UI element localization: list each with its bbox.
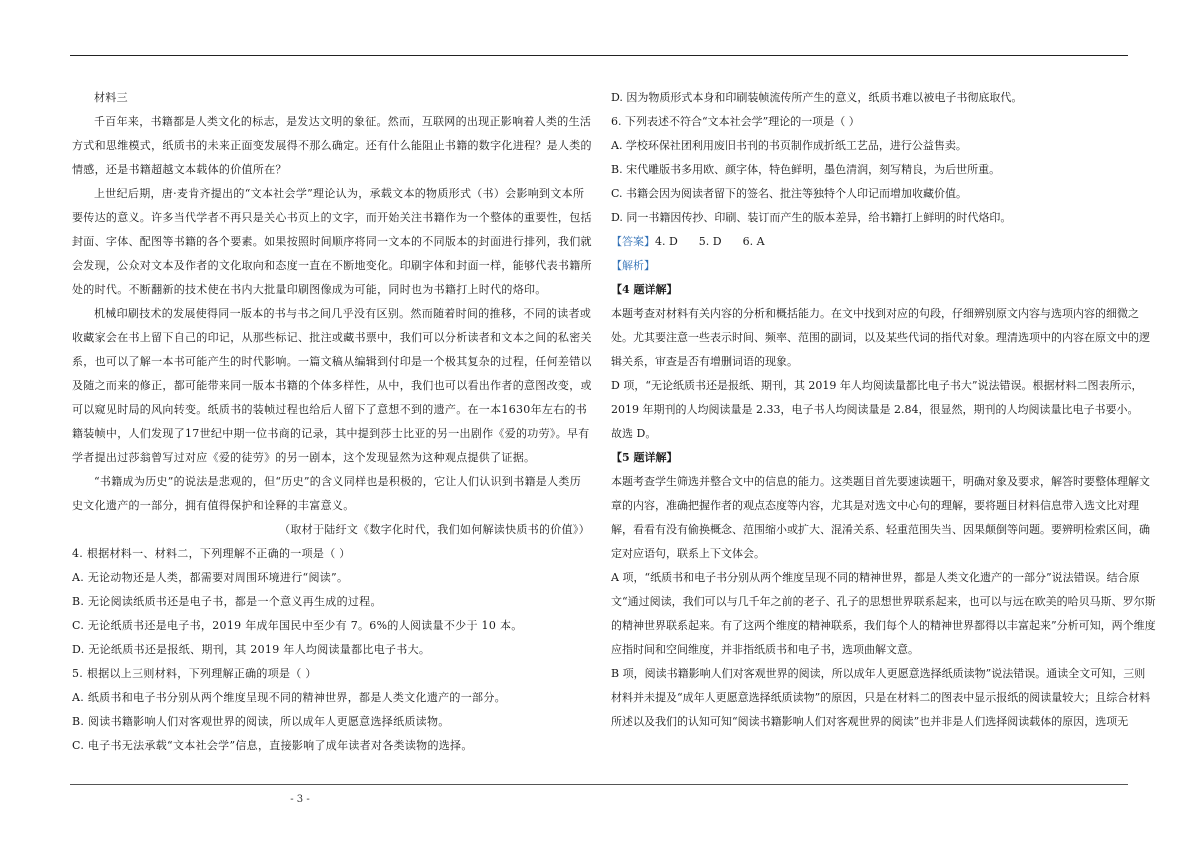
question-5-option: A. 纸质书和电子书分别从两个维度呈现不同的精神世界，都是人类文化遗产的一部分。 (72, 691, 506, 704)
question-6-option: B. 宋代雕版书多用欧、颜字体，特色鲜明，墨色清润，刻写精良，为后世所重。 (611, 163, 1001, 176)
answer-item: 6. A (742, 235, 765, 248)
question-4-option: B. 无论阅读纸质书还是电子书，都是一个意义再生成的过程。 (72, 595, 382, 608)
question-4-stem: 4. 根据材料一、材料二，下列理解不正确的一项是（ ） (72, 547, 351, 560)
material-paragraph: 上世纪后期，唐·麦肯齐提出的“文本社会学”理论认为，承载文本的物质形式（书）会影响到文本所要传达的意义。许多当代学者不再只是关心书页上的文字，而开始关注书籍作为一个整体的重要性，包括封面、字体、配图等书籍的各个要素。如果按照时间顺序将同一文本的不同版本的封面进行排列，我们就会发现，公众对文本及作者的文化取向和态度一直在不断地变化。印刷字体和封面一样，能够代表书籍所处的时代。不断翻新的技术使在书内大批量印刷图像成为可能，同时也为书籍打上时代的烙印。 (72, 187, 592, 296)
q4-detail-paragraph: D 项，“无论纸质书还是报纸、期刊，其 2019 年人均阅读量都比电子书大”说法错误。根据材料二图表所示，2019 年期刊的人均阅读量是 2.33，电子书人均阅读量是 2.84，很显然，期刊的人均阅读量比电子书要小。 (611, 379, 1143, 416)
header-rule (70, 55, 1128, 56)
answer-row (611, 230, 1156, 254)
material-title: 材料三 (94, 91, 128, 104)
answer-label: 【答案】 (611, 235, 655, 248)
q4-detail-paragraph: 故选 D。 (611, 427, 657, 440)
q5-detail-paragraph: 本题考查学生筛选并整合文中的信息的能力。这类题目首先要速读题干，明确对象及要求，解答时要整体理解文章的内容，准确把握作者的观点态度等内容，尤其是对选文中心句的理解，要将题目材料信息带入选文比对理解，看看有没有偷换概念、范围缩小或扩大、混淆关系、轻重范围失当、因果颠倒等问题。要辨明检索区间，确定对应语句，联系上下文体会。 (611, 475, 1150, 560)
footer-rule (70, 784, 1128, 785)
question-4-option: D. 无论纸质书还是报纸、期刊，其 2019 年人均阅读量都比电子书大。 (72, 643, 431, 656)
question-5-option: D. 因为物质形式本身和印刷装帧流传所产生的意义，纸质书难以被电子书彻底取代。 (611, 91, 1023, 104)
question-6-option: C. 书籍会因为阅读者留下的签名、批注等独特个人印记而增加收藏价值。 (611, 187, 968, 200)
question-4-option: A. 无论动物还是人类，都需要对周围环境进行“阅读”。 (72, 571, 349, 584)
q4-detail-paragraph: 本题考查对材料有关内容的分析和概括能力。在文中找到对应的句段，仔细辨别原文内容与选项内容的细微之处。尤其要注意一些表示时间、频率、范围的副词，以及某些代词的指代对象。理清选项中的内容在原文中的逻辑关系，审查是否有增删词语的现象。 (611, 307, 1150, 368)
material-paragraph: 千百年来，书籍都是人类文化的标志，是发达文明的象征。然而，互联网的出现正影响着人类的生活方式和思维模式，纸质书的未来正面变发展得不那么确定。还有什么能阻止书籍的数字化进程？是人类的情感，还是书籍超越文本载体的价值所在？ (72, 115, 592, 176)
answer-item: 5. D (698, 235, 722, 248)
q5-detail-paragraph: A 项，“纸质书和电子书分别从两个维度呈现不同的精神世界，都是人类文化遗产的一部分”说法错误。结合原文“通过阅读，我们可以与几千年之前的老子、孔子的思想世界联系起来，也可以与远在欧美的哈贝马斯、罗尔斯的精神世界联系起来。有了这两个维度的精神联系，我们每个人的精神世界都得以丰富起来”分析可知，两个维度应指时间和空间维度，并非指纸质书和电子书，选项曲解文意。 (611, 571, 1156, 656)
q5-detail-paragraph: B 项，阅读书籍影响人们对客观世界的阅读，所以成年人更愿意选择纸质读物”说法错误。通读全文可知，三则材料并未提及“成年人更愿意选择纸质读物”的原因，只是在材料二的图表中显示报纸的阅读量较大；且综合材料所述以及我们的认知可知“阅读书籍影响人们对客观世界的阅读”也并非是人们选择阅读载体的原因，选项无 (611, 667, 1151, 728)
page-number: - 3 - (290, 794, 310, 805)
question-6-stem: 6. 下列表述不符合“文本社会学”理论的一项是（ ） (611, 115, 860, 128)
question-5-option: B. 阅读书籍影响人们对客观世界的阅读，所以成年人更愿意选择纸质读物。 (72, 715, 450, 728)
left-column (72, 86, 592, 758)
right-column (611, 86, 1156, 734)
question-5-option: C. 电子书无法承载“文本社会学”信息，直接影响了成年读者对各类读物的选择。 (72, 739, 473, 752)
q5-detail-heading: 【5 题详解】 (611, 451, 678, 464)
material-paragraph: 机械印刷技术的发展使得同一版本的书与书之间几乎没有区别。然而随着时间的推移，不同的读者或收藏家会在书上留下自己的印记，从那些标记、批注或藏书票中，我们可以分析读者和文本之间的私密关系，也可以了解一本书可能产生的时代影响。一篇文稿从编辑到付印是一个极其复杂的过程，任何差错以及随之而来的修正，都可能带来同一版本书籍的个体多样性，从中，我们也可以看出作者的意图改变，或可以窥见时局的风向转变。纸质书的装帧过程也给后人留下了意想不到的遗产。在一本1630年左右的书籍装帧中，人们发现了17世纪中期一位书商的记录，其中提到莎士比亚的另一出剧作《爱的功劳》。早有学者提出过莎翁曾写过对应《爱的徒劳》的另一剧本，这个发现显然为这种观点提供了证据。 (72, 307, 592, 464)
answer-item: 4. D (655, 235, 678, 248)
material-source: （取材于陆纡文《数字化时代，我们如何解读快质书的价值》） (279, 523, 590, 536)
question-5-stem: 5. 根据以上三则材料，下列理解正确的项是（ ） (72, 667, 317, 680)
question-6-option: A. 学校环保社团利用废旧书刊的书页制作成折纸工艺品，进行公益售卖。 (611, 139, 967, 152)
material-paragraph: “书籍成为历史”的说法是悲观的，但“历史”的含义同样也是积极的，它让人们认识到书籍是人类历史文化遗产的一部分，拥有值得保护和诠释的丰富意义。 (72, 475, 581, 512)
analysis-label: 【解析】 (611, 259, 655, 272)
question-4-option: C. 无论纸质书还是电子书，2019 年成年国民中至少有 7。6%的人阅读量不少于 10 本。 (72, 619, 523, 632)
q4-detail-heading: 【4 题详解】 (611, 283, 678, 296)
question-6-option: D. 同一书籍因传抄、印刷、装订而产生的版本差异，给书籍打上鲜明的时代烙印。 (611, 211, 1012, 224)
